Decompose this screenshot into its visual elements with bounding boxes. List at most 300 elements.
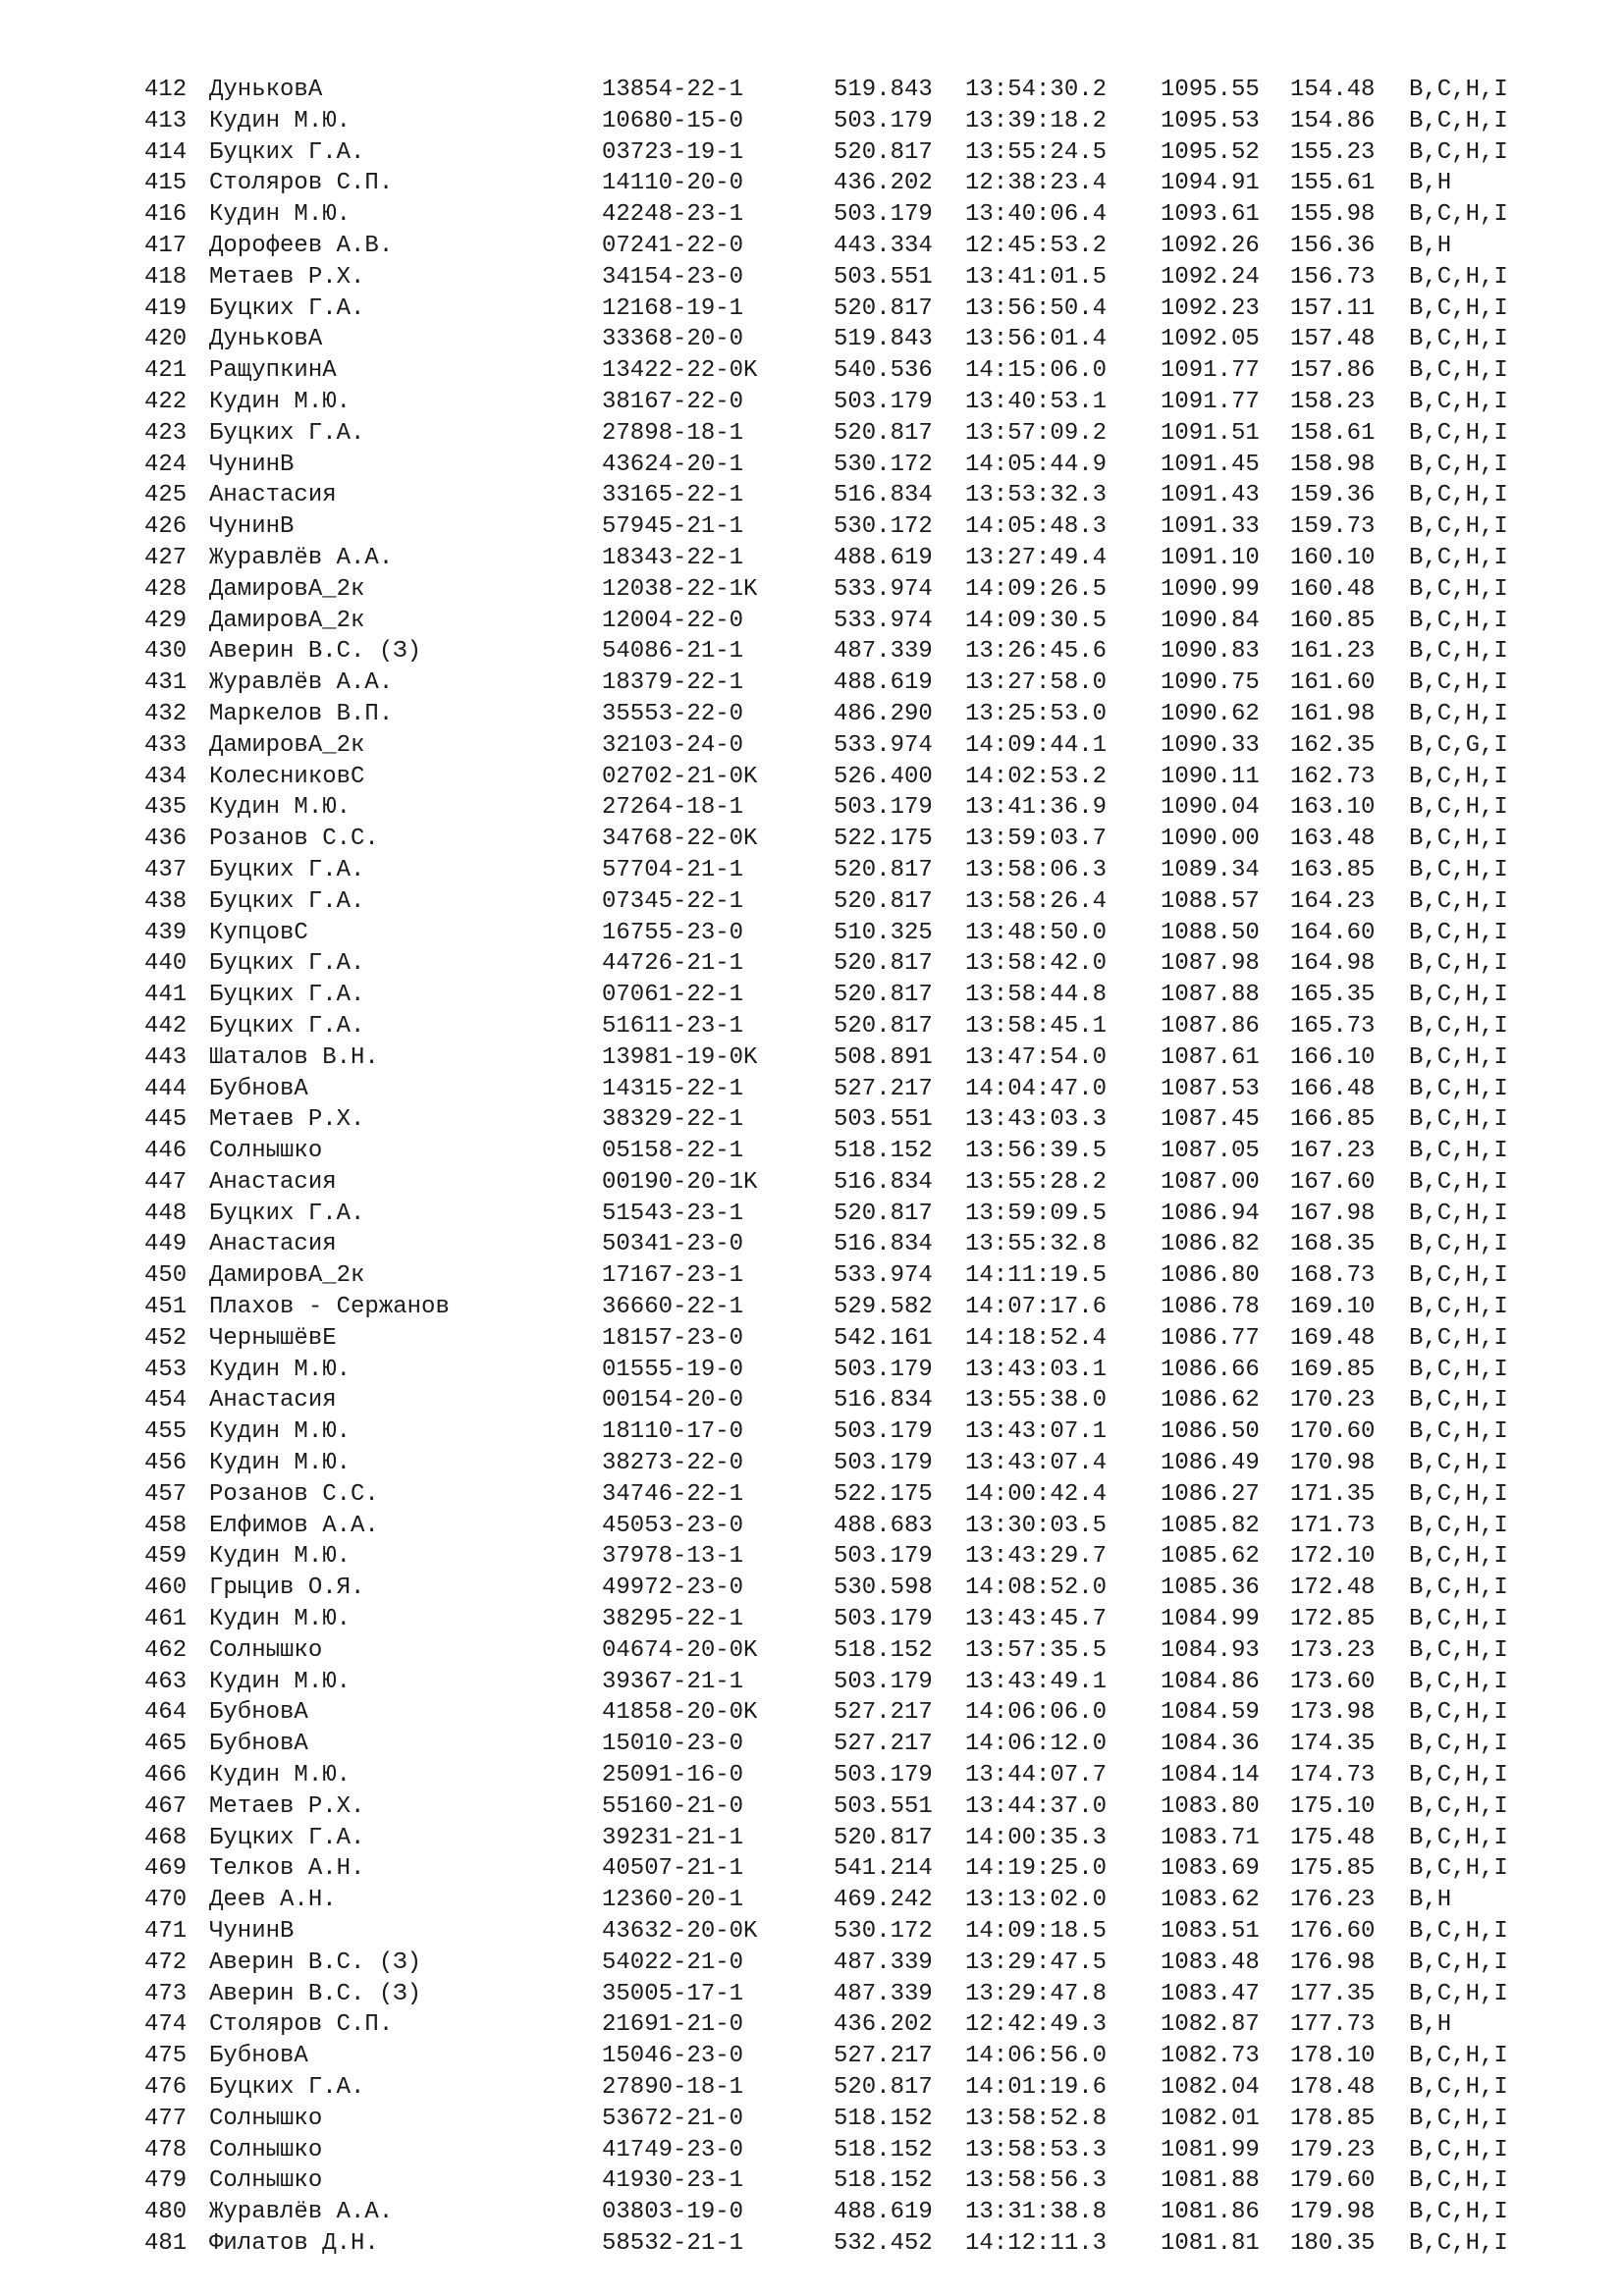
distance: 530.172 (834, 451, 933, 478)
speed: 1091.43 (1161, 482, 1260, 509)
fancier-name: Солнышко (209, 2136, 323, 2163)
distance: 488.619 (834, 544, 933, 571)
arrival-time: 13:55:38.0 (965, 1387, 1108, 1415)
fancier-name: Кудин М.Ю. (209, 1668, 352, 1695)
classes: B,H (1409, 2011, 1452, 2039)
table-row (144, 1448, 1527, 1479)
classes: B,C,H,I (1409, 700, 1508, 727)
ring-number: 10680-15-0 (602, 107, 744, 134)
fancier-name: Буцких Г.А. (209, 138, 365, 166)
speed: 1087.61 (1161, 1043, 1260, 1071)
speed: 1090.33 (1161, 731, 1260, 759)
row-number: 434 (144, 763, 188, 790)
table-row (144, 418, 1527, 450)
table-row (144, 1916, 1527, 1948)
distance: 443.334 (834, 232, 933, 259)
speed: 1084.36 (1161, 1731, 1260, 1758)
distance: 526.400 (834, 763, 933, 790)
ring-number: 33368-20-0 (602, 326, 744, 353)
ring-number: 41858-20-0K (602, 1699, 758, 1727)
distance: 488.619 (834, 669, 933, 697)
fancier-name: Солнышко (209, 2105, 323, 2132)
row-number: 441 (144, 982, 188, 1009)
speed: 1091.51 (1161, 419, 1260, 447)
row-number: 463 (144, 1668, 188, 1695)
ring-number: 54086-21-1 (602, 638, 744, 666)
row-number: 454 (144, 1387, 188, 1415)
points: 176.23 (1290, 1887, 1376, 1914)
speed: 1087.88 (1161, 982, 1260, 1009)
arrival-time: 13:30:03.5 (965, 1512, 1108, 1539)
ring-number: 25091-16-0 (602, 1762, 744, 1789)
classes: B,C,H,I (1409, 763, 1508, 790)
table-row (144, 918, 1527, 949)
distance: 518.152 (834, 2167, 933, 2195)
row-number: 481 (144, 2229, 188, 2257)
distance: 520.817 (834, 1012, 933, 1040)
distance: 486.290 (834, 700, 933, 727)
arrival-time: 13:25:53.0 (965, 700, 1108, 727)
fancier-name: КупцовС (209, 919, 308, 946)
fancier-name: Буцких Г.А. (209, 887, 365, 915)
row-number: 420 (144, 326, 188, 353)
table-row (144, 294, 1527, 325)
fancier-name: Буцких Г.А. (209, 982, 365, 1009)
fancier-name: Журавлёв А.А. (209, 669, 394, 697)
classes: B,C,H,I (1409, 1043, 1508, 1071)
ring-number: 41749-23-0 (602, 2136, 744, 2163)
points: 161.23 (1290, 638, 1376, 666)
row-number: 412 (144, 77, 188, 103)
arrival-time: 13:59:03.7 (965, 826, 1108, 853)
classes: B,C,H,I (1409, 294, 1508, 322)
row-number: 478 (144, 2136, 188, 2163)
points: 167.23 (1290, 1138, 1376, 1165)
speed: 1090.83 (1161, 638, 1260, 666)
arrival-time: 13:27:49.4 (965, 544, 1108, 571)
table-row (144, 137, 1527, 169)
speed: 1081.86 (1161, 2199, 1260, 2226)
arrival-time: 13:48:50.0 (965, 919, 1108, 946)
classes: B,C,H,I (1409, 1106, 1508, 1134)
ring-number: 35553-22-0 (602, 700, 744, 727)
speed: 1094.91 (1161, 170, 1260, 197)
ring-number: 38329-22-1 (602, 1106, 744, 1134)
speed: 1085.62 (1161, 1543, 1260, 1571)
fancier-name: Буцких Г.А. (209, 1200, 365, 1227)
points: 163.48 (1290, 826, 1376, 853)
ring-number: 42248-23-1 (602, 201, 744, 229)
speed: 1091.45 (1161, 451, 1260, 478)
ring-number: 18110-17-0 (602, 1418, 744, 1446)
points: 158.61 (1290, 419, 1376, 447)
distance: 529.582 (834, 1294, 933, 1321)
ring-number: 34154-23-0 (602, 263, 744, 291)
points: 167.60 (1290, 1168, 1376, 1196)
classes: B,C,H,I (1409, 1543, 1508, 1571)
ring-number: 13854-22-1 (602, 77, 744, 103)
arrival-time: 13:57:35.5 (965, 1636, 1108, 1664)
table-row (144, 2041, 1527, 2072)
fancier-name: ДуньковА (209, 326, 323, 353)
classes: B,C,H,I (1409, 451, 1508, 478)
row-number: 474 (144, 2011, 188, 2039)
arrival-time: 13:59:09.5 (965, 1200, 1108, 1227)
arrival-time: 13:58:42.0 (965, 950, 1108, 978)
points: 175.48 (1290, 1824, 1376, 1851)
points: 155.98 (1290, 201, 1376, 229)
row-number: 451 (144, 1294, 188, 1321)
points: 161.60 (1290, 669, 1376, 697)
points: 176.98 (1290, 1949, 1376, 1976)
arrival-time: 14:06:06.0 (965, 1699, 1108, 1727)
points: 174.73 (1290, 1762, 1376, 1789)
ring-number: 50341-23-0 (602, 1231, 744, 1258)
points: 158.23 (1290, 388, 1376, 415)
fancier-name: БубновА (209, 1699, 308, 1727)
row-number: 419 (144, 294, 188, 322)
table-row (144, 730, 1527, 762)
fancier-name: Столяров С.П. (209, 170, 394, 197)
table-row (144, 792, 1527, 824)
classes: B,C,H,I (1409, 1387, 1508, 1415)
classes: B,C,H,I (1409, 1699, 1508, 1727)
arrival-time: 13:29:47.5 (965, 1949, 1108, 1976)
speed: 1087.86 (1161, 1012, 1260, 1040)
classes: B,C,H,I (1409, 2229, 1508, 2257)
points: 164.23 (1290, 887, 1376, 915)
points: 157.11 (1290, 294, 1376, 322)
row-number: 459 (144, 1543, 188, 1571)
classes: B,C,H,I (1409, 607, 1508, 634)
speed: 1083.69 (1161, 1855, 1260, 1883)
arrival-time: 13:26:45.6 (965, 638, 1108, 666)
ring-number: 15010-23-0 (602, 1731, 744, 1758)
fancier-name: Кудин М.Ю. (209, 1450, 352, 1477)
arrival-time: 13:43:49.1 (965, 1668, 1108, 1695)
table-row (144, 1355, 1527, 1386)
fancier-name: ДамировА_2к (209, 575, 365, 603)
points: 166.10 (1290, 1043, 1376, 1071)
table-row (144, 636, 1527, 667)
points: 178.48 (1290, 2074, 1376, 2101)
table-row (144, 75, 1527, 106)
arrival-time: 13:27:58.0 (965, 669, 1108, 697)
speed: 1086.27 (1161, 1480, 1260, 1508)
table-row (144, 1853, 1527, 1885)
arrival-time: 14:08:52.0 (965, 1575, 1108, 1602)
row-number: 427 (144, 544, 188, 571)
speed: 1092.05 (1161, 326, 1260, 353)
row-number: 461 (144, 1606, 188, 1633)
speed: 1093.61 (1161, 201, 1260, 229)
row-number: 425 (144, 482, 188, 509)
classes: B,C,H,I (1409, 77, 1508, 103)
distance: 488.619 (834, 2199, 933, 2226)
distance: 516.834 (834, 1231, 933, 1258)
table-row (144, 2104, 1527, 2135)
arrival-time: 13:41:01.5 (965, 263, 1108, 291)
table-row (144, 980, 1527, 1011)
arrival-time: 14:05:44.9 (965, 451, 1108, 478)
ring-number: 07241-22-0 (602, 232, 744, 259)
table-row (144, 824, 1527, 855)
classes: B,C,H,I (1409, 1294, 1508, 1321)
fancier-name: Солнышко (209, 1138, 323, 1165)
table-row (144, 1104, 1527, 1136)
row-number: 473 (144, 1980, 188, 2007)
distance: 520.817 (834, 856, 933, 883)
classes: B,C,H,I (1409, 1480, 1508, 1508)
fancier-name: Грыцив О.Я. (209, 1575, 365, 1602)
speed: 1081.99 (1161, 2136, 1260, 2163)
distance: 520.817 (834, 1824, 933, 1851)
fancier-name: Метаев Р.Х. (209, 1792, 365, 1820)
row-number: 421 (144, 357, 188, 385)
points: 165.73 (1290, 1012, 1376, 1040)
row-number: 458 (144, 1512, 188, 1539)
arrival-time: 13:56:01.4 (965, 326, 1108, 353)
fancier-name: Анастасия (209, 1231, 337, 1258)
distance: 516.834 (834, 1168, 933, 1196)
classes: B,C,H,I (1409, 1855, 1508, 1883)
arrival-time: 12:42:49.3 (965, 2011, 1108, 2039)
distance: 503.179 (834, 1606, 933, 1633)
fancier-name: Елфимов А.А. (209, 1512, 379, 1539)
classes: B,H (1409, 170, 1452, 197)
ring-number: 14110-20-0 (602, 170, 744, 197)
points: 160.48 (1290, 575, 1376, 603)
arrival-time: 13:43:29.7 (965, 1543, 1108, 1571)
distance: 520.817 (834, 419, 933, 447)
points: 175.85 (1290, 1855, 1376, 1883)
table-row (144, 1416, 1527, 1448)
arrival-time: 13:58:06.3 (965, 856, 1108, 883)
classes: B,C,H,I (1409, 388, 1508, 415)
classes: B,C,H,I (1409, 107, 1508, 134)
speed: 1084.86 (1161, 1668, 1260, 1695)
arrival-time: 13:41:36.9 (965, 794, 1108, 822)
arrival-time: 13:54:30.2 (965, 77, 1108, 103)
distance: 516.834 (834, 482, 933, 509)
speed: 1087.45 (1161, 1106, 1260, 1134)
table-row (144, 1885, 1527, 1916)
row-number: 455 (144, 1418, 188, 1446)
speed: 1082.04 (1161, 2074, 1260, 2101)
row-number: 469 (144, 1855, 188, 1883)
points: 154.86 (1290, 107, 1376, 134)
speed: 1086.77 (1161, 1324, 1260, 1352)
distance: 510.325 (834, 919, 933, 946)
table-row (144, 1136, 1527, 1167)
points: 168.73 (1290, 1262, 1376, 1290)
points: 170.60 (1290, 1418, 1376, 1446)
ring-number: 38167-22-0 (602, 388, 744, 415)
fancier-name: Розанов С.С. (209, 1480, 379, 1508)
speed: 1091.77 (1161, 357, 1260, 385)
points: 178.10 (1290, 2043, 1376, 2070)
distance: 503.179 (834, 794, 933, 822)
distance: 530.172 (834, 513, 933, 541)
points: 179.98 (1290, 2199, 1376, 2226)
fancier-name: Аверин В.С. (З) (209, 1980, 422, 2007)
table-row (144, 606, 1527, 637)
points: 172.48 (1290, 1575, 1376, 1602)
speed: 1091.77 (1161, 388, 1260, 415)
classes: B,C,H,I (1409, 1606, 1508, 1633)
classes: B,C,H,I (1409, 1731, 1508, 1758)
points: 179.23 (1290, 2136, 1376, 2163)
ring-number: 35005-17-1 (602, 1980, 744, 2007)
table-row (144, 855, 1527, 886)
fancier-name: ЧунинВ (209, 513, 295, 541)
ring-number: 16755-23-0 (602, 919, 744, 946)
row-number: 462 (144, 1636, 188, 1664)
points: 165.35 (1290, 982, 1376, 1009)
row-number: 440 (144, 950, 188, 978)
points: 169.85 (1290, 1356, 1376, 1383)
ring-number: 12360-20-1 (602, 1887, 744, 1914)
distance: 516.834 (834, 1387, 933, 1415)
distance: 436.202 (834, 170, 933, 197)
table-row (144, 1948, 1527, 1979)
ring-number: 34746-22-1 (602, 1480, 744, 1508)
fancier-name: ДамировА_2к (209, 731, 365, 759)
distance: 522.175 (834, 1480, 933, 1508)
speed: 1091.10 (1161, 544, 1260, 571)
ring-number: 27264-18-1 (602, 794, 744, 822)
ring-number: 12168-19-1 (602, 294, 744, 322)
row-number: 443 (144, 1043, 188, 1071)
classes: B,C,H,I (1409, 826, 1508, 853)
fancier-name: Телков А.Н. (209, 1855, 365, 1883)
fancier-name: Буцких Г.А. (209, 294, 365, 322)
distance: 487.339 (834, 638, 933, 666)
table-row (144, 168, 1527, 199)
points: 176.60 (1290, 1918, 1376, 1946)
points: 164.98 (1290, 950, 1376, 978)
row-number: 467 (144, 1792, 188, 1820)
ring-number: 43624-20-1 (602, 451, 744, 478)
table-row (144, 1229, 1527, 1260)
speed: 1083.71 (1161, 1824, 1260, 1851)
table-row (144, 2165, 1527, 2197)
ring-number: 02702-21-0K (602, 763, 758, 790)
table-row (144, 2009, 1527, 2041)
fancier-name: Столяров С.П. (209, 2011, 394, 2039)
table-row (144, 948, 1527, 980)
fancier-name: Аверин В.С. (З) (209, 638, 422, 666)
table-row (144, 1167, 1527, 1199)
classes: B,C,H,I (1409, 1075, 1508, 1102)
fancier-name: БубновА (209, 1731, 308, 1758)
classes: B,C,H,I (1409, 2043, 1508, 2070)
speed: 1088.57 (1161, 887, 1260, 915)
classes: B,C,H,I (1409, 1636, 1508, 1664)
speed: 1083.80 (1161, 1792, 1260, 1820)
fancier-name: Анастасия (209, 1387, 337, 1415)
speed: 1087.53 (1161, 1075, 1260, 1102)
arrival-time: 13:56:50.4 (965, 294, 1108, 322)
classes: B,C,H,I (1409, 950, 1508, 978)
ring-number: 44726-21-1 (602, 950, 744, 978)
classes: B,C,H,I (1409, 2199, 1508, 2226)
row-number: 444 (144, 1075, 188, 1102)
row-number: 452 (144, 1324, 188, 1352)
ring-number: 54022-21-0 (602, 1949, 744, 1976)
fancier-name: Метаев Р.Х. (209, 1106, 365, 1134)
points: 160.10 (1290, 544, 1376, 571)
speed: 1082.87 (1161, 2011, 1260, 2039)
arrival-time: 14:02:53.2 (965, 763, 1108, 790)
arrival-time: 13:43:45.7 (965, 1606, 1108, 1633)
row-number: 417 (144, 232, 188, 259)
speed: 1091.33 (1161, 513, 1260, 541)
table-row (144, 1604, 1527, 1635)
arrival-time: 13:44:07.7 (965, 1762, 1108, 1789)
ring-number: 27898-18-1 (602, 419, 744, 447)
arrival-time: 12:38:23.4 (965, 170, 1108, 197)
distance: 530.172 (834, 1918, 933, 1946)
ring-number: 57945-21-1 (602, 513, 744, 541)
distance: 487.339 (834, 1980, 933, 2007)
row-number: 465 (144, 1731, 188, 1758)
fancier-name: БубновА (209, 2043, 308, 2070)
row-number: 423 (144, 419, 188, 447)
fancier-name: Буцких Г.А. (209, 419, 365, 447)
speed: 1090.11 (1161, 763, 1260, 790)
speed: 1086.94 (1161, 1200, 1260, 1227)
speed: 1090.75 (1161, 669, 1260, 697)
row-number: 433 (144, 731, 188, 759)
table-row (144, 1573, 1527, 1604)
ring-number: 57704-21-1 (602, 856, 744, 883)
distance: 488.683 (834, 1512, 933, 1539)
speed: 1083.62 (1161, 1887, 1260, 1914)
row-number: 470 (144, 1887, 188, 1914)
fancier-name: Плахов - Сержанов (209, 1294, 450, 1321)
table-row (144, 1199, 1527, 1230)
ring-number: 00154-20-0 (602, 1387, 744, 1415)
arrival-time: 13:40:06.4 (965, 201, 1108, 229)
speed: 1086.82 (1161, 1231, 1260, 1258)
classes: B,C,H,I (1409, 201, 1508, 229)
classes: B,C,H,I (1409, 2136, 1508, 2163)
distance: 503.179 (834, 1668, 933, 1695)
row-number: 432 (144, 700, 188, 727)
row-number: 471 (144, 1918, 188, 1946)
arrival-time: 13:43:03.1 (965, 1356, 1108, 1383)
classes: B,C,H,I (1409, 2074, 1508, 2101)
distance: 503.179 (834, 1762, 933, 1789)
classes: B,C,H,I (1409, 1168, 1508, 1196)
ring-number: 00190-20-1K (602, 1168, 758, 1196)
points: 158.98 (1290, 451, 1376, 478)
fancier-name: Журавлёв А.А. (209, 544, 394, 571)
distance: 503.179 (834, 1418, 933, 1446)
fancier-name: КолесниковС (209, 763, 365, 790)
fancier-name: БубновА (209, 1075, 308, 1102)
speed: 1087.00 (1161, 1168, 1260, 1196)
table-row (144, 667, 1527, 699)
ring-number: 27890-18-1 (602, 2074, 744, 2101)
arrival-time: 13:29:47.8 (965, 1980, 1108, 2007)
fancier-name: Кудин М.Ю. (209, 1418, 352, 1446)
classes: B,C,H,I (1409, 1138, 1508, 1165)
arrival-time: 13:58:56.3 (965, 2167, 1108, 2195)
fancier-name: ДамировА_2к (209, 607, 365, 634)
points: 156.36 (1290, 232, 1376, 259)
